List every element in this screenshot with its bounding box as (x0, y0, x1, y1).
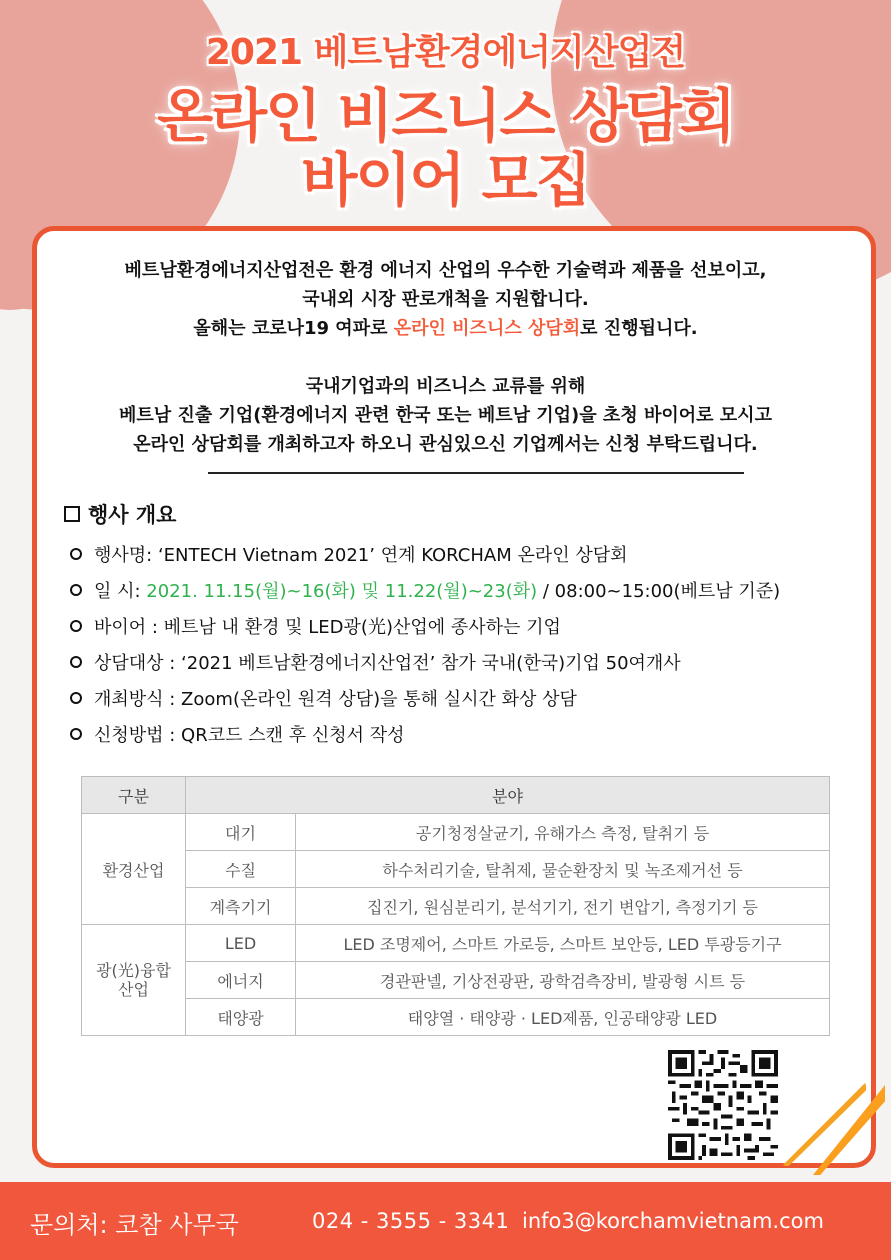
field-cell: LED 조명제어, 스마트 가로등, 스마트 보안등, LED 투광등기구 (296, 925, 830, 962)
footer (0, 1182, 891, 1260)
table-header-row (82, 777, 830, 814)
sub-cell: 계측기기 (186, 888, 296, 925)
field-cell: 경관판넬, 기상전광판, 광학검측장비, 발광형 시트 등 (296, 962, 830, 999)
intro-highlight: 온라인 비즈니스 상담회 (393, 318, 581, 339)
list-item (70, 680, 780, 716)
table-row (82, 999, 830, 1036)
overview-heading-label: 행사 개요 (88, 503, 177, 527)
circle-bullet-icon (70, 656, 82, 668)
intro-line: 국내기업과의 비즈니스 교류를 위해 (305, 376, 586, 397)
intro-text-segment: 올해는 코로나19 여파로 (193, 318, 394, 339)
event-subtitle: 2021 베트남환경에너지산업전 (205, 32, 686, 73)
list-item (70, 608, 780, 644)
contact-email[interactable]: info3@korchamvietnam.com (522, 1209, 824, 1233)
divider (208, 472, 744, 474)
sub-cell: 수질 (186, 851, 296, 888)
page-title (0, 84, 891, 212)
intro-line: 베트남환경에너지산업전은 환경 에너지 산업의 우수한 기술력과 제품을 선보이고, (124, 260, 767, 281)
sub-cell: 태양광 (186, 999, 296, 1036)
circle-bullet-icon (70, 548, 82, 560)
sub-cell: 대기 (186, 814, 296, 851)
overview-list (70, 536, 780, 752)
field-cell: 하수처리기술, 탈취제, 물순환장치 및 녹조제거선 등 (296, 851, 830, 888)
group-name-line: 광(光)융합 (96, 961, 171, 980)
circle-bullet-icon (70, 692, 82, 704)
circle-bullet-icon (70, 728, 82, 740)
fields-table (81, 776, 830, 1036)
intro-line (40, 314, 851, 343)
table-row (82, 925, 830, 962)
group-cell (82, 925, 186, 1036)
circle-bullet-icon (70, 584, 82, 596)
date-label: 일 시: (94, 581, 147, 602)
apply-info: 신청방법 : QR코드 스캔 후 신청서 작성 (94, 725, 405, 746)
title-line-1: 온라인 비즈니스 상담회 (157, 82, 734, 150)
group-name-line: 산업 (118, 980, 149, 999)
contact-phone[interactable]: 024 - 3555 - 3341 (312, 1209, 510, 1233)
intro-line: 베트남 진출 기업(환경에너지 관련 한국 또는 베트남 기업)을 초청 바이어로 모시고 (119, 405, 772, 426)
field-cell: 태양열 · 태양광 · LED제품, 인공태양광 LED (296, 999, 830, 1036)
field-cell: 공기청정살균기, 유해가스 측정, 탈취기 등 (296, 814, 830, 851)
sub-cell: LED (186, 925, 296, 962)
intro-text (40, 256, 851, 459)
target-info: 상담대상 : ‘2021 베트남환경에너지산업전’ 참가 국내(한국)기업 50여개사 (94, 653, 681, 674)
intro-text-segment: 로 진행됩니다. (580, 318, 698, 339)
contact-label: 문의처: 코참 사무국 (30, 1211, 239, 1239)
field-cell: 집진기, 원심분리기, 분석기기, 전기 변압기, 측정기기 등 (296, 888, 830, 925)
table-row (82, 851, 830, 888)
method-info: 개최방식 : Zoom(온라인 원격 상담)을 통해 실시간 화상 상담 (94, 689, 577, 710)
intro-line: 국내외 시장 판로개척을 지원합니다. (302, 289, 589, 310)
overview-heading (64, 499, 176, 529)
table-header: 구분 (82, 777, 186, 814)
list-item (70, 716, 780, 752)
qr-code-icon[interactable] (668, 1050, 778, 1160)
table-row (82, 814, 830, 851)
checkbox-square-icon (64, 506, 80, 522)
table-row (82, 888, 830, 925)
group-cell: 환경산업 (82, 814, 186, 925)
buyer-info: 바이어 : 베트남 내 환경 및 LED광(光)산업에 종사하는 기업 (94, 617, 561, 638)
spacer (40, 343, 851, 372)
list-item (70, 536, 780, 572)
date-time: / 08:00~15:00(베트남 기준) (537, 581, 781, 602)
intro-line: 온라인 상담회를 개최하고자 하오니 관심있으신 기업께서는 신청 부탁드립니다. (133, 434, 758, 455)
table-header: 분야 (186, 777, 830, 814)
list-item (70, 572, 780, 608)
title-line-2: 바이어 모집 (301, 146, 590, 214)
date-value: 2021. 11.15(월)~16(화) 및 11.22(월)~23(화) (146, 581, 538, 602)
table-row (82, 962, 830, 999)
sub-cell: 에너지 (186, 962, 296, 999)
circle-bullet-icon (70, 620, 82, 632)
event-name: 행사명: ‘ENTECH Vietnam 2021’ 연계 KORCHAM 온라인 상담회 (94, 545, 628, 566)
list-item (70, 644, 780, 680)
